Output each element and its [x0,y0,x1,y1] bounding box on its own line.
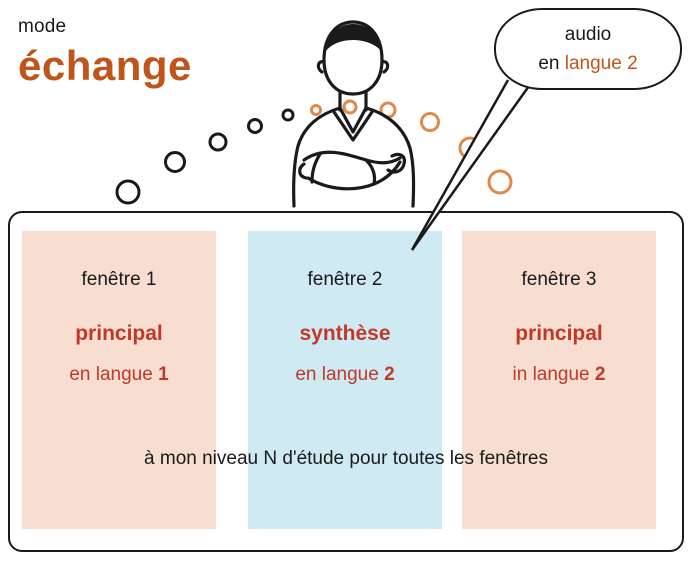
window-1-language [22,364,216,386]
speech-bubble-line-2 [496,53,680,75]
window-1-language-prefix: en langue [69,364,159,385]
window-column-1 [22,231,216,529]
panel-footer-note: à mon niveau N d'étude pour toutes les fenêtres [144,448,548,469]
window-column-3 [462,231,656,529]
window-3-mode: principal [515,322,603,345]
speech-bubble-tail [390,70,550,260]
window-column-2 [248,231,442,529]
window-2-mode: synthèse [299,322,391,345]
speech-bubble-highlight: langue 2 [564,53,638,74]
window-2-language-prefix: en langue [295,364,385,385]
speech-bubble-prefix: en [538,53,565,74]
window-3-language [462,364,656,386]
window-3-title: fenêtre 3 [521,269,597,290]
window-1-language-number: 1 [158,364,169,385]
window-2-language-number: 2 [384,364,395,385]
window-1-mode: principal [75,322,163,345]
window-2-language [248,364,442,386]
window-1-title: fenêtre 1 [81,269,157,290]
speech-bubble [494,8,682,90]
window-3-language-number: 2 [594,364,606,385]
window-3-language-prefix: in langue [512,364,595,385]
speech-bubble-line-1: audio [564,24,612,45]
mode-label: mode [18,16,67,37]
window-2-title: fenêtre 2 [307,269,383,290]
page-title: échange [18,42,192,89]
windows-panel [8,211,684,552]
